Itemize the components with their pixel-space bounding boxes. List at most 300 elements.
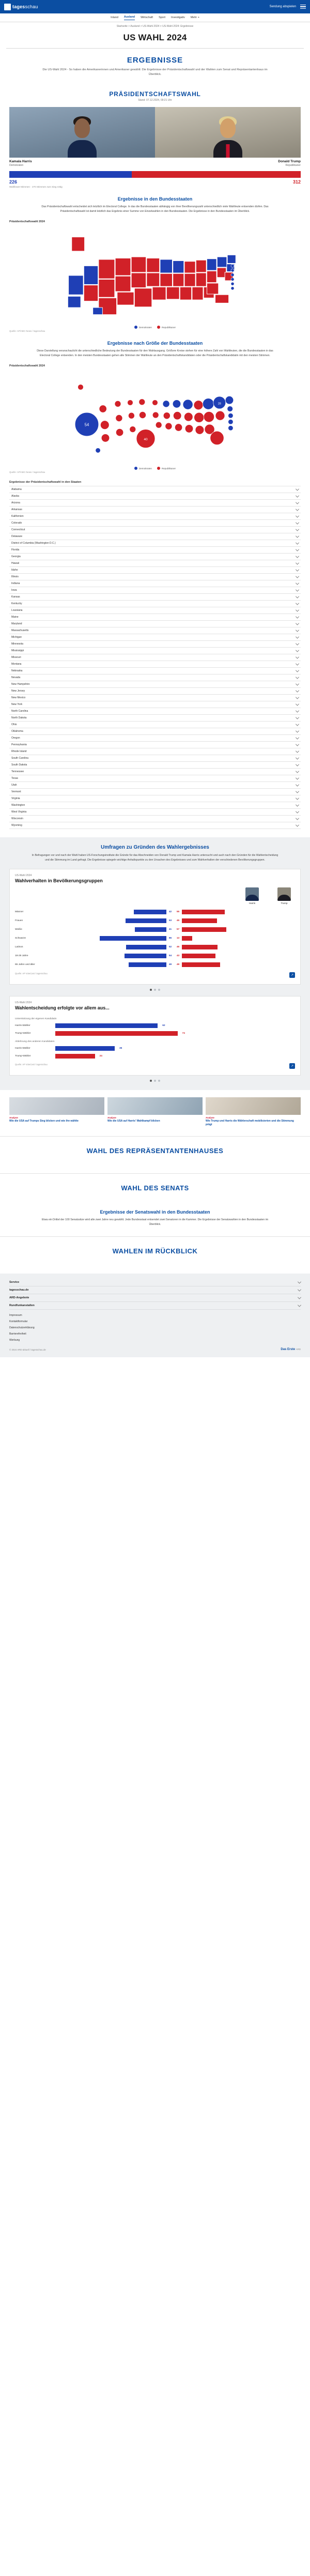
- trump-photo: [155, 107, 301, 158]
- card1-source: Quelle: AP VoteCast / tagesschau: [15, 972, 48, 975]
- main-navigation: [0, 13, 310, 22]
- chevron-down-icon[interactable]: [296, 809, 299, 813]
- chevron-down-icon[interactable]: [296, 500, 299, 504]
- tagesschau-logo[interactable]: [4, 4, 38, 10]
- poll-value-rep: 49: [176, 963, 180, 966]
- state-label: Wisconsin: [11, 817, 23, 821]
- logo-square-icon: [4, 4, 11, 10]
- poll-value-dem: 54: [168, 954, 172, 957]
- card2-source: Quelle: AP VoteCast / tagesschau: [15, 1063, 48, 1066]
- state-row[interactable]: [9, 668, 301, 674]
- state-label: Alaska: [11, 495, 20, 498]
- electoral-bar-dem: [9, 171, 132, 178]
- state-label: Massachusetts: [11, 629, 29, 633]
- trump-name: Donald Trump: [278, 159, 301, 163]
- chevron-down-icon[interactable]: [298, 1295, 301, 1299]
- poll-value-dem: 49: [168, 963, 172, 966]
- state-label: Oklahoma: [11, 730, 23, 733]
- chevron-down-icon[interactable]: [296, 796, 299, 800]
- electoral-bar-rep: [132, 171, 301, 178]
- teaser-3-text[interactable]: Wie Trump und Harris die Wählerschaft mobilisierten und die Stimmung prägt: [206, 1119, 294, 1126]
- state-row[interactable]: [9, 648, 301, 654]
- teaser-2[interactable]: [107, 1097, 203, 1127]
- hamburger-icon[interactable]: [300, 5, 306, 9]
- state-row[interactable]: [9, 594, 301, 601]
- chevron-down-icon[interactable]: [296, 507, 299, 511]
- state-row[interactable]: [9, 762, 301, 769]
- state-row[interactable]: [9, 634, 301, 641]
- state-label: Delaware: [11, 535, 23, 539]
- footer-sections: [9, 1279, 301, 1310]
- state-row[interactable]: [9, 493, 301, 500]
- state-label: Vermont: [11, 790, 21, 794]
- map2-source: Quelle: AP/ABC News / tagesschau: [9, 471, 45, 474]
- presidential-timestamp: Stand: 07.12.2024, 09:21 Uhr: [138, 98, 172, 102]
- state-label: New Jersey: [11, 689, 25, 693]
- chevron-down-icon[interactable]: [298, 1280, 301, 1283]
- state-label: District of Columbia (Washington D.C.): [11, 542, 56, 545]
- teaser-2-kicker: Analyse: [107, 1116, 116, 1119]
- poll-bar-dem: [135, 927, 167, 932]
- state-label: South Carolina: [11, 757, 29, 760]
- legend-rep-label: Republikaner: [161, 326, 176, 329]
- chevron-down-icon[interactable]: [296, 547, 299, 551]
- card2-rows-1: [15, 1022, 295, 1037]
- motivation-bar: [55, 1031, 178, 1036]
- motivation-bar: [55, 1046, 115, 1051]
- chevron-down-icon[interactable]: [296, 729, 299, 732]
- chevron-down-icon[interactable]: [296, 749, 299, 753]
- state-label: New Mexico: [11, 696, 26, 700]
- state-row[interactable]: [9, 695, 301, 701]
- card2-rows-2: [15, 1045, 295, 1060]
- chevron-down-icon[interactable]: [296, 655, 299, 658]
- map1-source: Quelle: AP/ABC News / tagesschau: [9, 330, 45, 333]
- state-row[interactable]: [9, 507, 301, 513]
- state-label: Illinois: [11, 575, 19, 579]
- chevron-down-icon[interactable]: [296, 621, 299, 625]
- state-label: Wyoming: [11, 824, 22, 827]
- card1-col-harris-label: Harris: [249, 901, 256, 904]
- card2-subhead-1: Unterstützung der eigenen Kandidatin: [15, 1017, 57, 1020]
- state-row[interactable]: [9, 688, 301, 695]
- state-accordion: [9, 486, 301, 829]
- candidate-harris: [9, 107, 155, 167]
- ard-logo[interactable]: [281, 1348, 301, 1351]
- state-row[interactable]: [9, 802, 301, 809]
- polls-paragraph: In Befragungen vor und nach der Wahl haben US-Forschungsinstitute die Gründe für das Abschneiden von Donald Trump und Kamala Harris untersucht und auch nach den Gründen für die Wahlentscheidung und die Stimmung im Land gefragt. Die Ergebnisse spiegeln wichtige Anhaltspunkte zu den Ursachen des Ergebnisses und zum Wahlverhalten der verschiedenen Bevölkerungsgruppen.: [32, 854, 278, 862]
- state-row[interactable]: [9, 560, 301, 567]
- share-icon-2[interactable]: ↗: [289, 1063, 295, 1069]
- chevron-down-icon[interactable]: [296, 783, 299, 786]
- chevron-down-icon[interactable]: [296, 554, 299, 558]
- legend2-dem-label: Demokraten: [138, 467, 152, 470]
- poll-row-label: Weiße: [15, 928, 22, 931]
- nav-item-sport[interactable]: Sport: [159, 16, 165, 19]
- motivation-value: 36: [119, 1047, 122, 1050]
- state-row[interactable]: [9, 715, 301, 722]
- state-label: Kentucky: [11, 602, 22, 606]
- state-label: Montana: [11, 663, 22, 666]
- motivation-label: Trump-Wähler: [15, 1032, 31, 1035]
- poll-row-label: 65 Jahre und älter: [15, 963, 35, 966]
- chevron-down-icon[interactable]: [296, 574, 299, 578]
- chevron-down-icon[interactable]: [296, 789, 299, 793]
- state-label: Maine: [11, 616, 19, 619]
- state-label: Kansas: [11, 595, 20, 599]
- polls-section: [0, 837, 310, 1090]
- state-row[interactable]: [9, 520, 301, 527]
- poll-value-dem: 53: [168, 919, 172, 922]
- footer-section-label: ARD-Angebote: [9, 1296, 29, 1300]
- chevron-down-icon[interactable]: [296, 594, 299, 598]
- motivation-row: [15, 1045, 295, 1052]
- state-row[interactable]: [9, 809, 301, 816]
- chevron-down-icon[interactable]: [296, 487, 299, 490]
- state-label: Minnesota: [11, 642, 24, 646]
- carousel-dots-1[interactable]: [0, 985, 310, 991]
- chevron-down-icon[interactable]: [296, 541, 299, 544]
- poll-value-rep: 55: [176, 910, 180, 913]
- footer-link[interactable]: Werbung: [9, 1339, 20, 1342]
- poll-row: [15, 916, 295, 925]
- footer-link[interactable]: Barrierefreiheit: [9, 1332, 26, 1336]
- senate-band: WAHL DES SENATS: [0, 1173, 310, 1201]
- motivation-label: Trump-Wähler: [15, 1054, 31, 1057]
- chevron-down-icon[interactable]: [296, 601, 299, 605]
- footer-copyright: © 2024 ARD-aktuell / tagesschau.de: [9, 1348, 46, 1351]
- chevron-down-icon[interactable]: [296, 682, 299, 685]
- chevron-down-icon[interactable]: [296, 581, 299, 585]
- poll-value-dem: 86: [168, 937, 172, 940]
- legend2-rep: [157, 467, 176, 470]
- footer-link[interactable]: Impressum: [9, 1314, 22, 1317]
- state-row[interactable]: [9, 742, 301, 748]
- poll-card-groups: [9, 869, 301, 985]
- state-label: Michigan: [11, 636, 22, 639]
- poll-value-rep: 57: [176, 928, 180, 931]
- footer: [0, 1274, 310, 1357]
- chevron-down-icon[interactable]: [296, 816, 299, 820]
- poll-value-rep: 46: [176, 945, 180, 948]
- state-row[interactable]: [9, 533, 301, 540]
- state-label: Tennessee: [11, 770, 24, 774]
- motivation-row: [15, 1030, 295, 1037]
- chevron-down-icon[interactable]: [296, 628, 299, 632]
- results-subtext: Die US-Wahl 2024 - So haben die Amerikanerinnen und Amerikaner gewählt: Die Ergebnisse der Präsidentschaftswahl und der Wahlen zum Senat und Repräsentantenhaus im Überblick.: [42, 68, 268, 76]
- state-row[interactable]: [9, 614, 301, 621]
- teaser-row: [0, 1090, 310, 1127]
- electoral-bar: [9, 171, 301, 178]
- poll-row-label: Latinos: [15, 945, 23, 948]
- breadcrumb[interactable]: Startseite > Ausland > US-Wahl 2024 > US-Wahl 2024: Ergebnisse: [116, 25, 194, 28]
- motivation-label: Harris-Wähler: [15, 1047, 30, 1050]
- nav-item-wirtschaft[interactable]: Wirtschaft: [141, 16, 153, 19]
- state-label: Texas: [11, 777, 19, 780]
- state-row[interactable]: [9, 708, 301, 715]
- state-row[interactable]: [9, 789, 301, 795]
- poll-bar-rep: [182, 962, 220, 967]
- poll-bar-dem: [126, 918, 167, 923]
- chevron-down-icon[interactable]: [296, 527, 299, 531]
- chevron-down-icon[interactable]: [296, 756, 299, 759]
- card2-subhead-2: Ablehnung des anderen Kandidaten: [15, 1040, 55, 1043]
- poll-bar-dem: [134, 910, 166, 914]
- state-label: Georgia: [11, 555, 21, 559]
- poll-row: [15, 934, 295, 943]
- nav-item-ausland[interactable]: Ausland: [124, 16, 135, 20]
- teaser-2-text[interactable]: Wie die USA auf Harris' Wahlkampf blicken: [107, 1119, 160, 1123]
- map1-label: Präsidentschaftswahl 2024: [9, 220, 45, 224]
- state-label: Connecticut: [11, 528, 25, 532]
- state-row[interactable]: [9, 486, 301, 493]
- state-row[interactable]: [9, 580, 301, 587]
- teaser-1[interactable]: [9, 1097, 104, 1127]
- footer-section-row[interactable]: [9, 1294, 301, 1302]
- state-label: New York: [11, 703, 23, 707]
- chevron-down-icon[interactable]: [296, 534, 299, 538]
- state-label: Mississippi: [11, 649, 24, 653]
- state-row[interactable]: [9, 513, 301, 520]
- nav-item-mehr[interactable]: Mehr +: [190, 16, 199, 19]
- state-row[interactable]: [9, 728, 301, 735]
- chevron-down-icon[interactable]: [296, 709, 299, 712]
- poll-bar-rep: [182, 954, 215, 958]
- chevron-down-icon[interactable]: [296, 514, 299, 517]
- top-bar: [0, 0, 310, 13]
- teaser-1-kicker: Analyse: [9, 1116, 18, 1119]
- state-list-heading: Ergebnisse der Präsidentschaftswahl in den Staaten: [9, 481, 82, 484]
- chevron-down-icon[interactable]: [296, 735, 299, 739]
- livestream-link[interactable]: Sendung abspielen: [269, 5, 296, 8]
- state-label: Idaho: [11, 569, 18, 572]
- page-title: US WAHL 2024: [123, 33, 187, 42]
- state-row[interactable]: [9, 641, 301, 648]
- state-row[interactable]: [9, 547, 301, 554]
- state-row[interactable]: [9, 601, 301, 607]
- state-label: Arizona: [11, 501, 20, 505]
- state-label: Hawaii: [11, 562, 20, 565]
- teaser-3[interactable]: [206, 1097, 301, 1127]
- state-label: Nebraska: [11, 669, 23, 673]
- state-row[interactable]: [9, 587, 301, 594]
- state-label: Oregon: [11, 737, 20, 740]
- card1-kicker: US-Wahl 2024: [15, 873, 32, 877]
- state-label: Iowa: [11, 589, 17, 592]
- poll-value-rep: 45: [176, 919, 180, 922]
- state-row[interactable]: [9, 607, 301, 614]
- state-row[interactable]: [9, 674, 301, 681]
- chevron-down-icon[interactable]: [296, 662, 299, 665]
- harris-mini-photo: [245, 887, 259, 901]
- chevron-down-icon[interactable]: [296, 715, 299, 719]
- poll-row-label: Schwarze: [15, 937, 26, 940]
- footer-section-row[interactable]: [9, 1286, 301, 1294]
- state-row[interactable]: [9, 567, 301, 574]
- dot2-1[interactable]: [150, 1080, 152, 1082]
- footer-section-row[interactable]: [9, 1302, 301, 1310]
- state-row[interactable]: [9, 795, 301, 802]
- state-label: Ohio: [11, 723, 17, 727]
- chevron-down-icon[interactable]: [296, 776, 299, 779]
- motivation-value: 74: [182, 1032, 185, 1035]
- ard-label: Das Erste: [281, 1348, 296, 1352]
- carousel-dots-2[interactable]: [0, 1076, 310, 1082]
- dot-1[interactable]: [150, 989, 152, 991]
- legend2-rep-label: Republikaner: [161, 467, 176, 470]
- state-row[interactable]: [9, 627, 301, 634]
- svg-text:54: 54: [84, 422, 89, 427]
- chevron-down-icon[interactable]: [296, 608, 299, 611]
- chevron-down-icon[interactable]: [296, 702, 299, 706]
- poll-value-dem: 42: [168, 910, 172, 913]
- state-row[interactable]: [9, 701, 301, 708]
- poll-bar-dem: [129, 962, 167, 967]
- chevron-down-icon[interactable]: [296, 695, 299, 699]
- chevron-down-icon[interactable]: [296, 588, 299, 591]
- chevron-down-icon[interactable]: [296, 675, 299, 679]
- us-results-map[interactable]: [9, 227, 301, 324]
- brand-light: schau: [25, 4, 38, 9]
- state-label: Rhode Island: [11, 750, 27, 754]
- state-row[interactable]: [9, 654, 301, 661]
- state-row[interactable]: [9, 540, 301, 547]
- polls-heading: Umfragen zu Gründen des Wahlergebnisses: [101, 845, 209, 851]
- state-row[interactable]: [9, 782, 301, 789]
- footer-section-label: Service: [9, 1281, 20, 1284]
- chevron-down-icon[interactable]: [298, 1287, 301, 1291]
- state-results-heading: Ergebnisse in den Bundesstaaten: [117, 196, 193, 202]
- chevron-down-icon[interactable]: [296, 742, 299, 746]
- electoral-votes-rep: 312: [292, 179, 301, 185]
- senate-states-heading: Ergebnisse der Senatswahl in den Bundesstaaten: [100, 1209, 210, 1215]
- state-label: Indiana: [11, 582, 20, 586]
- poll-row: [15, 960, 295, 969]
- footer-section-row[interactable]: [9, 1279, 301, 1286]
- teaser-image-3: [206, 1097, 301, 1115]
- poll-row: [15, 952, 295, 960]
- overview-band: WAHLEN IM RÜCKBLICK: [0, 1236, 310, 1264]
- state-label: Kalifornien: [11, 515, 24, 518]
- dot-2[interactable]: [154, 989, 156, 991]
- motivation-label: Harris-Wähler: [15, 1024, 30, 1027]
- trump-party: Republikaner: [285, 163, 301, 167]
- nav-item-investigativ[interactable]: Investigativ: [171, 16, 185, 19]
- state-row[interactable]: [9, 554, 301, 560]
- teaser-image-1: [9, 1097, 104, 1115]
- chevron-down-icon[interactable]: [296, 568, 299, 571]
- results-heading: ERGEBNISSE: [127, 56, 183, 65]
- motivation-row: [15, 1022, 295, 1030]
- footer-link[interactable]: Kontaktformular: [9, 1320, 28, 1324]
- footer-section-label: Rundfunkanstalten: [9, 1304, 35, 1308]
- state-row[interactable]: [9, 722, 301, 728]
- state-label: Arkansas: [11, 508, 22, 512]
- poll-value-rep: 13: [176, 937, 180, 940]
- motivation-row: [15, 1052, 295, 1060]
- chevron-down-icon[interactable]: [296, 641, 299, 645]
- teaser-1-text[interactable]: Wie die USA auf Trumps Sieg blicken und wie ihn wählte: [9, 1119, 79, 1123]
- chevron-down-icon[interactable]: [296, 762, 299, 766]
- poll-bar-rep: [182, 910, 225, 914]
- chevron-down-icon[interactable]: [296, 615, 299, 618]
- state-row[interactable]: [9, 748, 301, 755]
- footer-section-label: tagesschau.de: [9, 1289, 29, 1292]
- share-icon[interactable]: ↗: [289, 972, 295, 978]
- poll-bar-rep: [182, 936, 192, 941]
- poll-value-dem: 41: [168, 928, 172, 931]
- map2-legend: [0, 465, 310, 470]
- state-row[interactable]: [9, 500, 301, 507]
- state-label: Missouri: [11, 656, 21, 660]
- poll-bar-rep: [182, 927, 226, 932]
- chevron-down-icon[interactable]: [296, 803, 299, 806]
- chevron-down-icon[interactable]: [296, 520, 299, 524]
- state-row[interactable]: [9, 822, 301, 829]
- state-row[interactable]: [9, 661, 301, 668]
- chevron-down-icon[interactable]: [296, 688, 299, 692]
- state-label: Nevada: [11, 676, 21, 680]
- chevron-down-icon[interactable]: [296, 722, 299, 726]
- state-row[interactable]: [9, 621, 301, 627]
- state-label: Colorado: [11, 522, 22, 525]
- nav-item-inland[interactable]: Inland: [111, 16, 118, 19]
- map1-source-row: [0, 329, 310, 332]
- dot-3[interactable]: [158, 989, 160, 991]
- candidate-trump: [155, 107, 301, 167]
- state-label: Maryland: [11, 622, 22, 626]
- harris-name: Kamala Harris: [9, 159, 32, 163]
- chevron-down-icon[interactable]: [296, 769, 299, 773]
- state-results-paragraph: Das Präsidentschaftswahl entscheidet sich letztlich im Electoral College. In das die Bundesstaaten abhängig von ihrer Bevölkerungszahl unterschiedlich viele Wahlleute entsenden dürfen. Das Präsidentschaftswahl ist damit letztlich das Ergebnis einer Summe von Einzelwahlen in den Bundesstaaten. Die Ergebnisse in den Bundesstaaten im Überblick.: [41, 205, 269, 213]
- state-row[interactable]: [9, 775, 301, 782]
- brand-main: tages: [12, 4, 25, 9]
- dot2-2[interactable]: [154, 1080, 156, 1082]
- state-row[interactable]: [9, 681, 301, 688]
- state-label: North Dakota: [11, 716, 27, 720]
- svg-text:40: 40: [144, 438, 148, 442]
- us-bubble-map[interactable]: [9, 372, 301, 465]
- chevron-down-icon[interactable]: [296, 561, 299, 564]
- card2-title: Wahlentscheidung erfolgte vor allem aus...: [15, 1005, 110, 1010]
- chevron-down-icon[interactable]: [296, 668, 299, 672]
- state-row[interactable]: [9, 769, 301, 775]
- poll-row-label: 18-29 Jahre: [15, 954, 28, 957]
- legend2-dem: [134, 467, 152, 470]
- motivation-value: 62: [162, 1024, 165, 1027]
- state-row[interactable]: [9, 816, 301, 822]
- chevron-down-icon[interactable]: [296, 823, 299, 826]
- card1-column-headers: [15, 887, 295, 904]
- poll-value-dem: 52: [168, 945, 172, 948]
- dot2-3[interactable]: [158, 1080, 160, 1082]
- state-row[interactable]: [9, 755, 301, 762]
- card2-kicker: US-Wahl 2024: [15, 1001, 32, 1004]
- chevron-down-icon[interactable]: [298, 1303, 301, 1307]
- chevron-down-icon[interactable]: [296, 494, 299, 497]
- trump-mini-photo: [277, 887, 291, 901]
- senate-states-paragraph: Etwa ein Drittel der 100 Senatssitze wird alle zwei Jahre neu gewählt. Jede Bundesstaat entsendet zwei Senatoren in die Kammer. Die Ergebnisse der Senatswahlen in den Bundesstaaten im Überblick.: [41, 1218, 269, 1226]
- state-row[interactable]: [9, 574, 301, 580]
- state-row[interactable]: [9, 735, 301, 742]
- footer-link[interactable]: Datenschutzerklärung: [9, 1326, 35, 1330]
- state-row[interactable]: [9, 527, 301, 533]
- chevron-down-icon[interactable]: [296, 648, 299, 652]
- card1-title: Wahlverhalten in Bevölkerungsgruppen: [15, 878, 103, 883]
- poll-bar-dem: [100, 936, 166, 941]
- chevron-down-icon[interactable]: [296, 635, 299, 638]
- state-label: South Dakota: [11, 763, 27, 767]
